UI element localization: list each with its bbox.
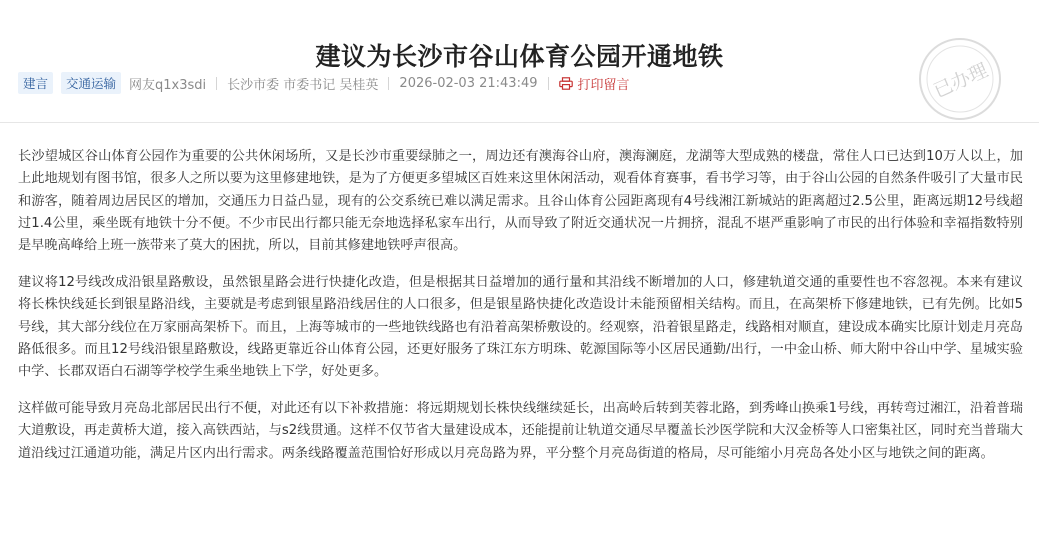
print-message-button[interactable]: [559, 74, 630, 93]
body-paragraph-1: 长沙望城区谷山体育公园作为重要的公共休闲场所，又是长沙市重要绿肺之一，周边还有澳海谷山府，澳海澜庭，龙湖等大型成熟的楼盘，常住人口已达到10万人以上，加上此地规划有图书馆，很多人之所以要为这里修建地铁，是为了方便更多望城区百姓来这里休闲活动，观看体育赛事，看书学习等，由于谷山公园的自然条件吸引了大量市民和游客，随着周边居民区的增加，交通压力日益凸显，现有的公交系统已难以满足需求。且谷山体育公园距离现有4号线湘江新城站的距离超过2.5公里，距离远期12号线超过1.4公里，乘坐既有地铁十分不便。不少市民出行都只能无奈地选择私家车出行，从而导致了附近交通状况一片拥挤，混乱不堪严重影响了市民的出行体验和幸福指数特别是早晚高峰给上班一族带来了莫大的困扰，所以，目前其修建地铁呼声很高。: [18, 149, 1023, 254]
print-message-label: 打印留言: [577, 77, 630, 93]
recipient-name: 长沙市委 市委书记 吴桂英: [227, 77, 379, 93]
message-body: [18, 146, 1023, 479]
header-divider: [0, 122, 1039, 123]
page-title: 建议为长沙市谷山体育公园开通地铁: [315, 41, 724, 71]
body-paragraph-2: 建议将12号线改成沿银星路敷设，虽然银星路会进行快捷化改造，但是根据其日益增加的通行量和其沿线不断增加的人口，修建轨道交通的重要性也不容忽视。本来有建议将长株快线延长到银星路沿线，主要就是考虑到银星路沿线居住的人口很多，但是银星路快捷化改造设计未能预留相关结构。而且，在高架桥下修建地铁，已有先例。比如5号线，其大部分线位在万家丽高架桥下。而且，上海等城市的一些地铁线路也有沿着高架桥敷设的。经观察，沿着银星路走，线路相对顺直，建设成本确实比原计划走月亮岛路低很多。而且12号线沿银星路敷设，线路更靠近谷山体育公园，还更好服务了珠江东方明珠、乾源国际等小区居民通勤/出行，一中金山桥、师大附中谷山中学、星城实验中学、长郡双语白石湖等学校学生乘坐地铁上下学，好处更多。: [18, 274, 1023, 380]
meta-divider: [388, 77, 389, 90]
printer-icon: [559, 77, 573, 90]
author-name: 网友q1x3sdi: [129, 77, 207, 93]
stamp-text: 已办理: [930, 59, 992, 103]
category-tag-transport[interactable]: 交通运输: [61, 72, 121, 94]
meta-divider: [548, 77, 549, 90]
category-tag-advice[interactable]: 建言: [18, 72, 53, 94]
meta-divider: [216, 77, 217, 90]
post-datetime: 2026-02-03 21:43:49: [399, 75, 538, 91]
body-paragraph-3: 这样做可能导致月亮岛北部居民出行不便，对此还有以下补救措施：将远期规划长株快线继续延长，出高岭后转到芙蓉北路，到秀峰山换乘1号线，再转弯过湘江，沿着普瑞大道敷设，再走黄桥大道，接入高铁西站，与s2线贯通。这样不仅节省大量建设成本，还能提前让轨道交通尽早覆盖长沙医学院和大汉金桥等人口密集社区，同时充当普瑞大道沿线过江通道功能，满足片区内出行需求。两条线路覆盖范围恰好形成以月亮岛路为界，平分整个月亮岛街道的格局，尽可能缩小月亮岛各处小区与地铁之间的距离。: [18, 400, 1023, 461]
processed-stamp: [916, 35, 1004, 123]
message-meta-bar: [18, 72, 630, 94]
